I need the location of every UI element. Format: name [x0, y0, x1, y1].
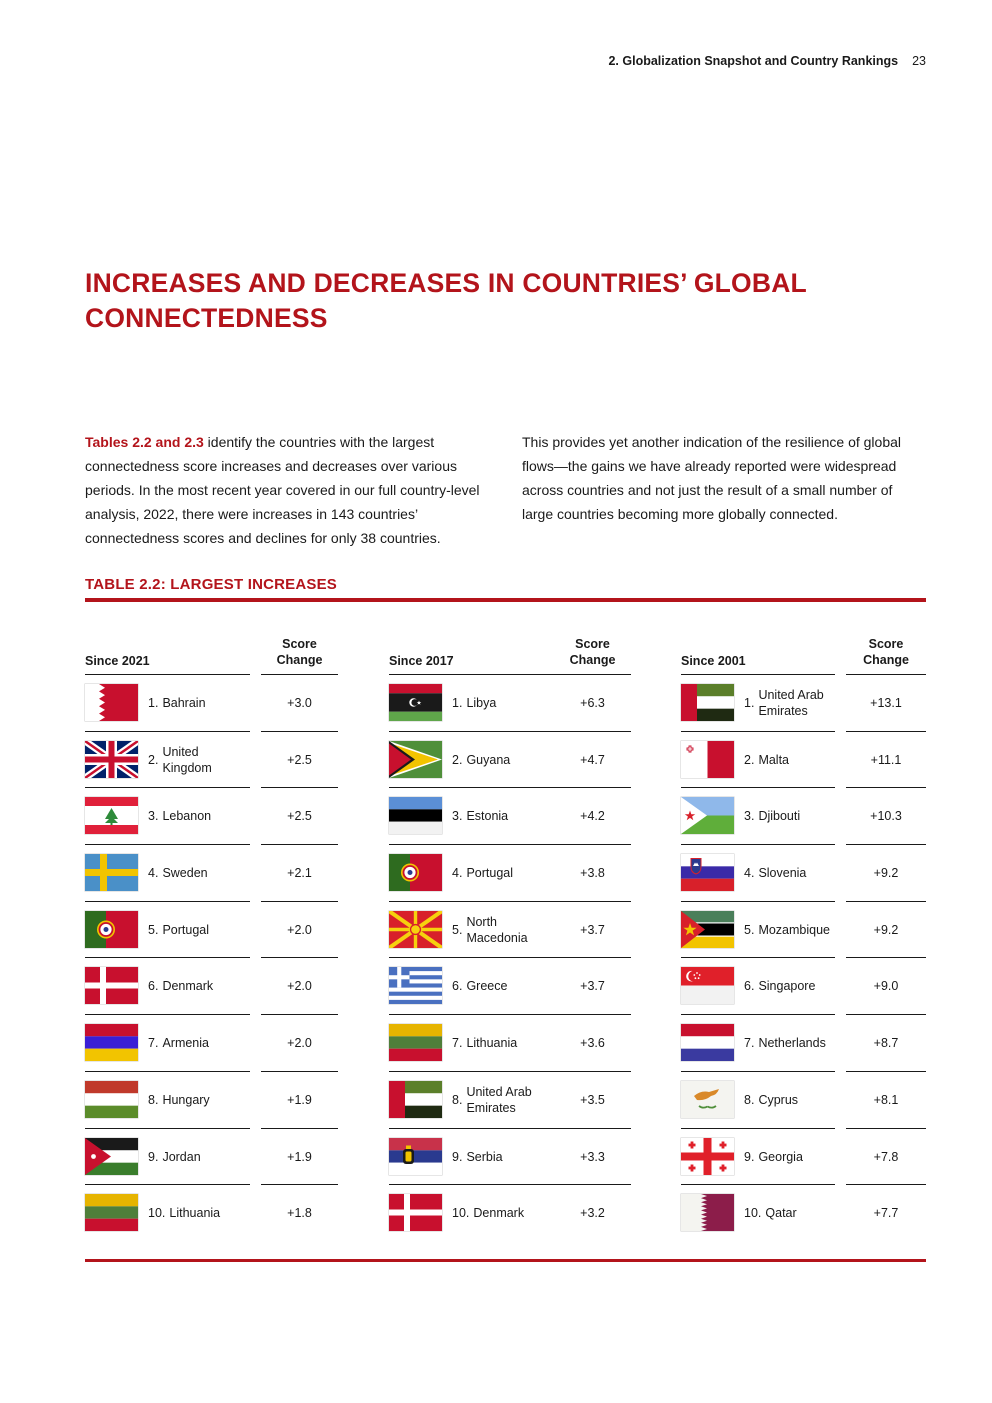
rank-number: 9. — [452, 1149, 463, 1164]
country-name: Estonia — [466, 809, 509, 824]
lithuania-flag-icon — [85, 1194, 138, 1231]
country-name: Portugal — [162, 922, 209, 937]
country-cell — [452, 958, 554, 1014]
table-row — [681, 845, 926, 902]
intro-paragraph-2: This provides yet another indication of the resilience of global flows—the gains we have already reported were widespread across countries and not just the result of a small number of large countries becoming more globally connected. — [522, 434, 901, 522]
rank-number: 3. — [452, 809, 463, 824]
country-cell — [744, 788, 839, 844]
lebanon-flag-icon — [85, 797, 138, 834]
page-number: 23 — [912, 54, 926, 68]
estonia-flag-icon — [389, 797, 442, 834]
country-name: Netherlands — [758, 1036, 826, 1051]
rank-number: 3. — [148, 809, 159, 824]
intro-text — [85, 430, 927, 550]
score-change-value: +1.8 — [287, 1206, 312, 1221]
country-name: Portugal — [466, 866, 513, 881]
score-change-value: +11.1 — [870, 752, 902, 767]
table-since-2021 — [85, 630, 338, 1242]
table-row — [389, 1015, 631, 1072]
country-cell — [452, 902, 554, 958]
country-name: North Macedonia — [466, 914, 528, 945]
score-change-value: +3.7 — [580, 979, 605, 994]
score-change-header: Score Change — [846, 636, 926, 675]
country-cell — [452, 1185, 554, 1241]
country-cell — [452, 732, 554, 788]
guyana-flag-icon — [389, 741, 442, 778]
georgia-flag-icon — [681, 1138, 734, 1175]
table-row — [389, 845, 631, 902]
table-header — [389, 630, 631, 675]
period-header: Since 2017 — [389, 654, 554, 675]
rank-number: 9. — [148, 1149, 159, 1164]
score-change-value: +4.2 — [580, 809, 605, 824]
rank-number: 9. — [744, 1149, 755, 1164]
country-name: Bahrain — [162, 696, 206, 710]
period-header: Since 2001 — [681, 654, 835, 675]
table-row — [389, 788, 631, 845]
table-row — [681, 902, 926, 959]
north-macedonia-flag-icon — [389, 911, 442, 948]
country-cell — [148, 845, 250, 901]
country-cell — [452, 1129, 554, 1185]
country-cell — [452, 1015, 554, 1071]
country-cell — [744, 958, 839, 1014]
country-name: Slovenia — [758, 866, 807, 881]
table-row — [681, 788, 926, 845]
denmark-flag-icon — [389, 1194, 442, 1231]
table-row — [389, 958, 631, 1015]
table-row — [681, 1015, 926, 1072]
country-cell — [744, 845, 839, 901]
tables-reference: Tables 2.2 and 2.3 — [85, 434, 204, 450]
table-row — [389, 675, 631, 732]
country-name: Qatar — [765, 1206, 797, 1221]
denmark-flag-icon — [85, 967, 138, 1004]
country-name: Denmark — [162, 979, 214, 994]
rank-number: 7. — [452, 1036, 463, 1051]
rank-number: 6. — [744, 979, 755, 994]
score-change-value: +1.9 — [287, 1092, 312, 1107]
country-name: Malta — [758, 752, 790, 767]
table-row — [85, 732, 338, 789]
table-row — [85, 1015, 338, 1072]
rank-number: 1. — [744, 696, 755, 710]
table-row — [389, 902, 631, 959]
table-row — [85, 1072, 338, 1129]
country-cell — [148, 1185, 250, 1241]
country-name: Libya — [466, 696, 497, 710]
country-name: Hungary — [162, 1092, 210, 1107]
table-title: TABLE 2.2: LARGEST INCREASES — [85, 576, 338, 593]
table-row — [389, 1072, 631, 1129]
country-cell — [452, 788, 554, 844]
table-row — [681, 1129, 926, 1186]
country-name: Serbia — [466, 1149, 503, 1164]
score-change-value: +10.3 — [870, 809, 902, 824]
score-change-header: Score Change — [261, 636, 338, 675]
rank-number: 6. — [452, 979, 463, 994]
country-cell — [744, 1129, 839, 1185]
mozambique-flag-icon — [681, 911, 734, 948]
uae-flag-icon — [389, 1081, 442, 1118]
country-cell — [452, 1072, 554, 1128]
table-row — [681, 1072, 926, 1129]
country-name: Georgia — [758, 1149, 803, 1164]
table-row — [389, 1129, 631, 1186]
score-change-value: +3.3 — [580, 1149, 605, 1164]
cyprus-flag-icon — [681, 1081, 734, 1118]
table-header — [85, 630, 338, 675]
score-change-value: +13.1 — [870, 696, 902, 710]
country-cell — [148, 902, 250, 958]
table-row — [85, 958, 338, 1015]
score-change-value: +2.5 — [287, 809, 312, 824]
table-row — [681, 958, 926, 1015]
rank-number: 7. — [744, 1036, 755, 1051]
country-cell — [148, 732, 250, 788]
rank-number: 1. — [148, 696, 159, 710]
rank-number: 8. — [148, 1092, 159, 1107]
country-name: Denmark — [473, 1206, 525, 1221]
rank-number: 7. — [148, 1036, 159, 1051]
score-change-value: +3.2 — [580, 1206, 605, 1221]
country-name: Greece — [466, 979, 508, 994]
score-change-value: +2.0 — [287, 922, 312, 937]
portugal-flag-icon — [389, 854, 442, 891]
country-cell — [452, 845, 554, 901]
united-kingdom-flag-icon — [85, 741, 138, 778]
table-row — [85, 675, 338, 732]
country-cell — [148, 1015, 250, 1071]
table-row — [85, 845, 338, 902]
country-name: Lithuania — [169, 1206, 221, 1221]
rank-number: 1. — [452, 696, 463, 710]
malta-flag-icon — [681, 741, 734, 778]
score-change-value: +3.5 — [580, 1092, 605, 1107]
score-change-value: +7.8 — [873, 1149, 899, 1164]
country-cell — [744, 1015, 839, 1071]
intro-paragraph-1 — [85, 430, 485, 550]
rank-number: 4. — [452, 866, 463, 881]
score-change-value: +4.7 — [580, 752, 605, 767]
rank-number: 2. — [148, 752, 159, 767]
table-row — [85, 902, 338, 959]
djibouti-flag-icon — [681, 797, 734, 834]
singapore-flag-icon — [681, 967, 734, 1004]
lithuania-flag-icon — [389, 1024, 442, 1061]
country-name: United Kingdom — [162, 744, 212, 775]
rank-number: 3. — [744, 809, 755, 824]
sweden-flag-icon — [85, 854, 138, 891]
score-change-value: +2.1 — [287, 866, 312, 881]
country-cell — [148, 1072, 250, 1128]
portugal-flag-icon — [85, 911, 138, 948]
table-row — [389, 732, 631, 789]
intro-paragraph-1-text: identify the countries with the largest connectedness score increases and decreases over various periods. In the most recent year covered in our full country-level analysis, 2022, there were increases in 143 countries’ connectedness scores and declines for only 38 countries. — [85, 434, 480, 546]
score-change-value: +6.3 — [580, 696, 605, 710]
score-change-value: +3.6 — [580, 1036, 605, 1051]
country-name: Lebanon — [162, 809, 212, 824]
country-name: Mozambique — [758, 922, 831, 937]
table-row — [681, 732, 926, 789]
period-header: Since 2021 — [85, 654, 250, 675]
rank-number: 8. — [452, 1092, 463, 1107]
country-cell — [744, 902, 839, 958]
score-change-value: +1.9 — [287, 1149, 312, 1164]
country-name: Jordan — [162, 1149, 201, 1164]
country-cell — [148, 788, 250, 844]
page-title: INCREASES AND DECREASES IN COUNTRIES’ GLOBAL CONNECTEDNESS — [85, 268, 807, 333]
table-row — [389, 1185, 631, 1242]
table-since-2001 — [681, 630, 926, 1242]
table-top-rule — [85, 598, 926, 602]
score-change-value: +2.5 — [287, 752, 312, 767]
table-bottom-rule — [85, 1259, 926, 1262]
table-row — [85, 788, 338, 845]
score-change-value: +9.2 — [873, 922, 899, 937]
score-change-value: +3.0 — [287, 696, 312, 710]
greece-flag-icon — [389, 967, 442, 1004]
country-cell — [744, 675, 839, 731]
slovenia-flag-icon — [681, 854, 734, 891]
jordan-flag-icon — [85, 1138, 138, 1175]
country-name: Lithuania — [466, 1036, 518, 1051]
netherlands-flag-icon — [681, 1024, 734, 1061]
score-change-value: +7.7 — [873, 1206, 899, 1221]
rank-number: 10. — [744, 1206, 762, 1221]
score-change-header: Score Change — [554, 636, 631, 675]
qatar-flag-icon — [681, 1194, 734, 1231]
rank-number: 5. — [148, 922, 159, 937]
country-name: United Arab Emirates — [466, 1084, 532, 1115]
country-name: Cyprus — [758, 1092, 799, 1107]
rank-number: 10. — [148, 1206, 166, 1221]
running-header — [608, 54, 926, 68]
table-row — [85, 1185, 338, 1242]
table-row — [681, 675, 926, 732]
country-name: Singapore — [758, 979, 816, 994]
country-name: Guyana — [466, 752, 511, 767]
rank-number: 5. — [744, 922, 755, 937]
table-since-2017 — [389, 630, 631, 1242]
score-change-value: +9.0 — [873, 979, 899, 994]
country-cell — [148, 1129, 250, 1185]
country-cell — [744, 1072, 839, 1128]
rank-number: 6. — [148, 979, 159, 994]
table-header — [681, 630, 926, 675]
score-change-value: +8.7 — [873, 1036, 899, 1051]
bahrain-flag-icon — [85, 684, 138, 721]
score-change-value: +2.0 — [287, 979, 312, 994]
libya-flag-icon — [389, 684, 442, 721]
armenia-flag-icon — [85, 1024, 138, 1061]
country-cell — [148, 675, 250, 731]
rank-number: 4. — [744, 866, 755, 881]
country-name: Sweden — [162, 866, 208, 881]
country-cell — [148, 958, 250, 1014]
table-row — [681, 1185, 926, 1242]
score-change-value: +2.0 — [287, 1036, 312, 1051]
rank-number: 2. — [452, 752, 463, 767]
country-name: Armenia — [162, 1036, 209, 1051]
rank-number: 5. — [452, 922, 463, 937]
score-change-value: +9.2 — [873, 866, 899, 881]
section-title: 2. Globalization Snapshot and Country Rankings — [608, 54, 899, 68]
rank-number: 2. — [744, 752, 755, 767]
rank-number: 10. — [452, 1206, 470, 1221]
serbia-flag-icon — [389, 1138, 442, 1175]
table-row — [85, 1129, 338, 1186]
country-cell — [744, 1185, 839, 1241]
country-name: Djibouti — [758, 809, 801, 824]
score-change-value: +3.7 — [580, 922, 605, 937]
country-cell — [452, 675, 554, 731]
score-change-value: +3.8 — [580, 866, 605, 881]
country-name: United Arab Emirates — [758, 688, 824, 718]
uae-flag-icon — [681, 684, 734, 721]
rank-number: 4. — [148, 866, 159, 881]
hungary-flag-icon — [85, 1081, 138, 1118]
country-cell — [744, 732, 839, 788]
score-change-value: +8.1 — [873, 1092, 899, 1107]
rank-number: 8. — [744, 1092, 755, 1107]
